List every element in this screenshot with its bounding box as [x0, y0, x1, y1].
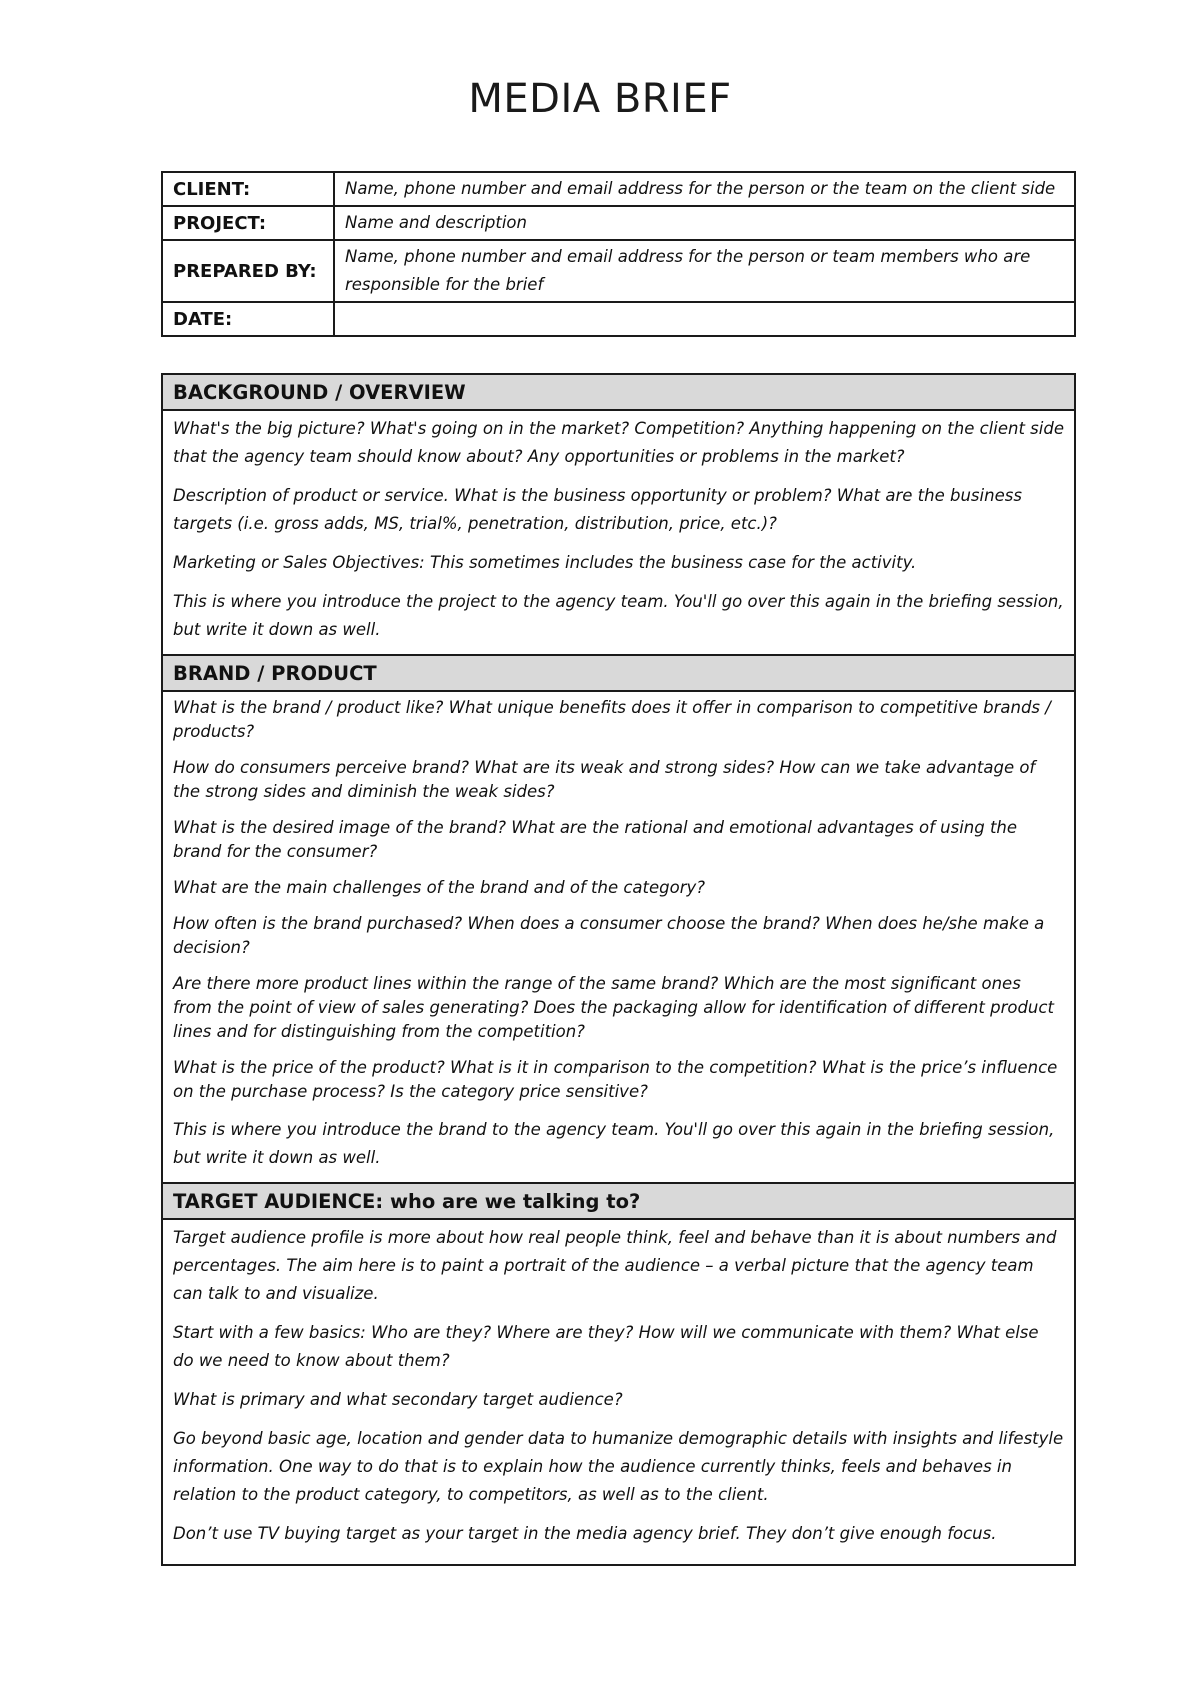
client-value[interactable]: Name, phone number and email address for the person or the team on the client side [334, 172, 1075, 206]
background-body[interactable] [162, 410, 1075, 655]
brand-paragraph: How often is the brand purchased? When does a consumer choose the brand? When does he/she make a decision? [173, 914, 1045, 957]
prepared-by-label: PREPARED BY: [162, 240, 334, 302]
brief-sections-table [161, 373, 1076, 1566]
background-paragraph: What's the big picture? What's going on in the market? Competition? Anything happening on the client side that the agency team should know about? Any opportunities or problems in the market? [173, 419, 1064, 466]
background-header-row [162, 374, 1075, 410]
brief-info-table [161, 171, 1076, 337]
project-value[interactable]: Name and description [334, 206, 1075, 240]
target-body-row [162, 1219, 1075, 1565]
target-body[interactable] [162, 1219, 1075, 1565]
background-paragraph: Description of product or service. What is the business opportunity or problem? What are the business targets (i.e. gross adds, MS, trial%, penetration, distribution, price, etc.)? [173, 486, 1022, 533]
brand-paragraph: Are there more product lines within the range of the same brand? Which are the most significant ones from the point of view of sales generating? Does the packaging allow for identification of different product lines and for distinguishing from the competition? [173, 974, 1054, 1041]
background-heading: BACKGROUND / OVERVIEW [162, 374, 1075, 410]
brand-paragraph: What is the price of the product? What is it in comparison to the competition? What is the price’s influence on the purchase process? Is the category price sensitive? [173, 1058, 1058, 1101]
brand-header-row [162, 655, 1075, 691]
background-body-row [162, 410, 1075, 655]
prepared-by-value[interactable]: Name, phone number and email address for the person or team members who are responsible for the brief [334, 240, 1075, 302]
brand-paragraph: How do consumers perceive brand? What are its weak and strong sides? How can we take advantage of the strong sides and diminish the weak sides? [173, 758, 1036, 801]
client-label: CLIENT: [162, 172, 334, 206]
target-paragraph: Start with a few basics: Who are they? Where are they? How will we communicate with them? What else do we need to know about them? [173, 1323, 1039, 1370]
brand-body-row [162, 691, 1075, 1183]
prepared-by-row [162, 240, 1075, 302]
brand-paragraph: This is where you introduce the brand to the agency team. You'll go over this again in the briefing session, but write it down as well. [173, 1120, 1055, 1167]
project-label: PROJECT: [162, 206, 334, 240]
brand-paragraph: What is the brand / product like? What unique benefits does it offer in comparison to competitive brands / products? [173, 698, 1051, 741]
date-value[interactable] [334, 302, 1075, 336]
target-paragraph: Don’t use TV buying target as your target in the media agency brief. They don’t give enough focus. [173, 1524, 997, 1543]
brand-body[interactable] [162, 691, 1075, 1183]
target-heading: TARGET AUDIENCE: who are we talking to? [162, 1183, 1075, 1219]
document-title: MEDIA BRIEF [468, 76, 732, 122]
target-paragraph: Go beyond basic age, location and gender data to humanize demographic details with insights and lifestyle information. One way to do that is to explain how the audience currently thinks, feels and behaves in relation to the product category, to competitors, as well as to the client. [173, 1429, 1064, 1504]
client-row [162, 172, 1075, 206]
background-paragraph: Marketing or Sales Objectives: This sometimes includes the business case for the activity. [173, 553, 917, 572]
brand-heading: BRAND / PRODUCT [162, 655, 1075, 691]
date-label: DATE: [162, 302, 334, 336]
background-paragraph: This is where you introduce the project to the agency team. You'll go over this again in the briefing session, but write it down as well. [173, 592, 1064, 639]
project-row [162, 206, 1075, 240]
target-header-row [162, 1183, 1075, 1219]
brand-paragraph: What are the main challenges of the brand and of the category? [173, 878, 706, 897]
target-paragraph: What is primary and what secondary target audience? [173, 1390, 623, 1409]
target-paragraph: Target audience profile is more about how real people think, feel and behave than it is about numbers and percentages. The aim here is to paint a portrait of the audience – a verbal picture that the agency team can talk to and visualize. [173, 1228, 1057, 1303]
date-row [162, 302, 1075, 336]
brand-paragraph: What is the desired image of the brand? What are the rational and emotional advantages of using the brand for the consumer? [173, 818, 1018, 861]
